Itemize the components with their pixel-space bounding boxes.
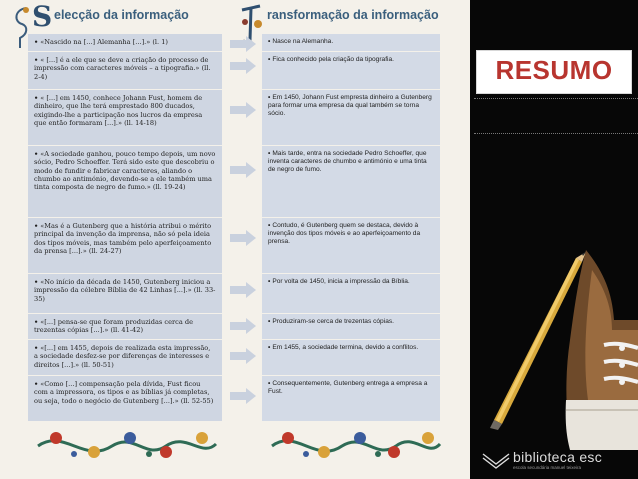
list-item: • «A sociedade ganhou, pouco tempo depois, um novo sócio, Pedro Schoeffer. Terá sido este que descobriu o modo de fundir e fabricar caracteres, aliando o chumbo ao antimónio, devendo-se a ele também uma tinta composta de negro de fumo.» (ll. 19-24) (28, 146, 222, 218)
bullet: • (268, 222, 271, 229)
library-logo-text: biblioteca esc (513, 449, 603, 465)
arrow-right-icon (230, 58, 256, 74)
list-item: • Fica conhecido pela criação da tipografia. (262, 52, 440, 90)
bullet: • (34, 222, 39, 230)
bullet: • (268, 94, 271, 101)
right-column-title: ransformação da informação (267, 8, 439, 22)
list-item: • «Mas é a Gutenberg que a história atribui o mérito principal da invenção da imprensa, não só pela ideia dos tipos móveis, mas também pelo aperfeiçoamento da prensa [...].» (ll. 24-27) (28, 218, 222, 274)
bullet: • (34, 38, 39, 46)
bullet: • (268, 150, 271, 157)
bullet: • (34, 380, 39, 388)
list-item: • «Como [...] compensação pela dívida, Fust ficou com a impressora, os tipos e as bíblias já completas, ou seja, todo o negócio de Gutenberg [...].» (ll. 52-55) (28, 376, 222, 422)
arrow-right-icon (230, 388, 256, 404)
list-item: • Mais tarde, entra na sociedade Pedro Schoeffer, que inventa caracteres de chumbo e antimónio e uma tinta de negro de fumo. (262, 146, 440, 218)
list-item: • « [...] em 1450, conhece Johann Fust, homem de dinheiro, que lhe terá emprestado 800 ducados, exigindo-lhe a participação nos lucros da empresa que então formaram [...].» (ll. 14-18) (28, 90, 222, 146)
resumo-title-box (476, 50, 632, 94)
list-item: • Contudo, é Gutenberg quem se destaca, devido à invenção dos tipos móveis e ao aperfeiçoamento da prensa. (262, 218, 440, 274)
bullet: • (268, 38, 271, 45)
dotted-divider (474, 98, 638, 99)
bullet: • (34, 278, 39, 286)
list-item: • «Nascido na [...] Alemanha [...].» (l. 1) (28, 34, 222, 52)
bullet: • (34, 94, 39, 102)
list-item: • Por volta de 1450, inicia a impressão da Bíblia. (262, 274, 440, 314)
arrow-right-icon (230, 36, 256, 52)
floral-ornament-icon (268, 424, 444, 466)
bullet: • (34, 344, 39, 352)
bullet: • (268, 56, 271, 63)
arrow-right-icon (230, 318, 256, 334)
dotted-divider (474, 133, 638, 134)
sneaker-icon (552, 250, 638, 450)
list-item: • «[...] em 1455, depois de realizada esta impressão, a sociedade desfez-se por diferenças de interesses e direitos [...].» (ll. 50-51) (28, 340, 222, 376)
list-item: • «[...] pensa-se que foram produzidas cerca de trezentas cópias [...].» (ll. 41-42) (28, 314, 222, 340)
arrow-right-icon (230, 230, 256, 246)
floral-ornament-icon (34, 424, 220, 466)
bullet: • (34, 318, 39, 326)
list-item: • Nasce na Alemanha. (262, 34, 440, 52)
bullet: • (34, 150, 39, 158)
bullet: • (34, 56, 39, 64)
left-column-title: elecção da informação (54, 8, 189, 22)
bullet: • (268, 278, 271, 285)
list-item: • Produziram-se cerca de trezentas cópias. (262, 314, 440, 340)
bullet: • (268, 344, 271, 351)
left-drop-cap: S (32, 0, 53, 33)
list-item: • Em 1455, a sociedade termina, devido a conflitos. (262, 340, 440, 376)
list-item: • Consequentemente, Gutenberg entrega a empresa a Fust. (262, 376, 440, 422)
list-item: • Em 1450, Johann Fust empresta dinheiro a Gutenberg para formar uma empresa da qual também se torna sócio. (262, 90, 440, 146)
open-book-logo-icon (481, 450, 511, 470)
arrow-right-icon (230, 162, 256, 178)
list-item: • « [...] é a ele que se deve a criação do processo de impressão com caracteres móveis – a tipografia.» (ll. 2-4) (28, 52, 222, 90)
library-logo-subtitle: escola secundária manuel teixeira (513, 465, 582, 470)
bullet: • (268, 380, 271, 387)
arrow-right-icon (230, 348, 256, 364)
bullet: • (268, 318, 271, 325)
arrow-right-icon (230, 102, 256, 118)
list-item: • «No início da década de 1450, Gutenberg iniciou a impressão da célebre Bíblia de 42 Linhas [...].» (ll. 33-35) (28, 274, 222, 314)
resumo-title: RESUMO (495, 55, 613, 85)
arrow-right-icon (230, 282, 256, 298)
